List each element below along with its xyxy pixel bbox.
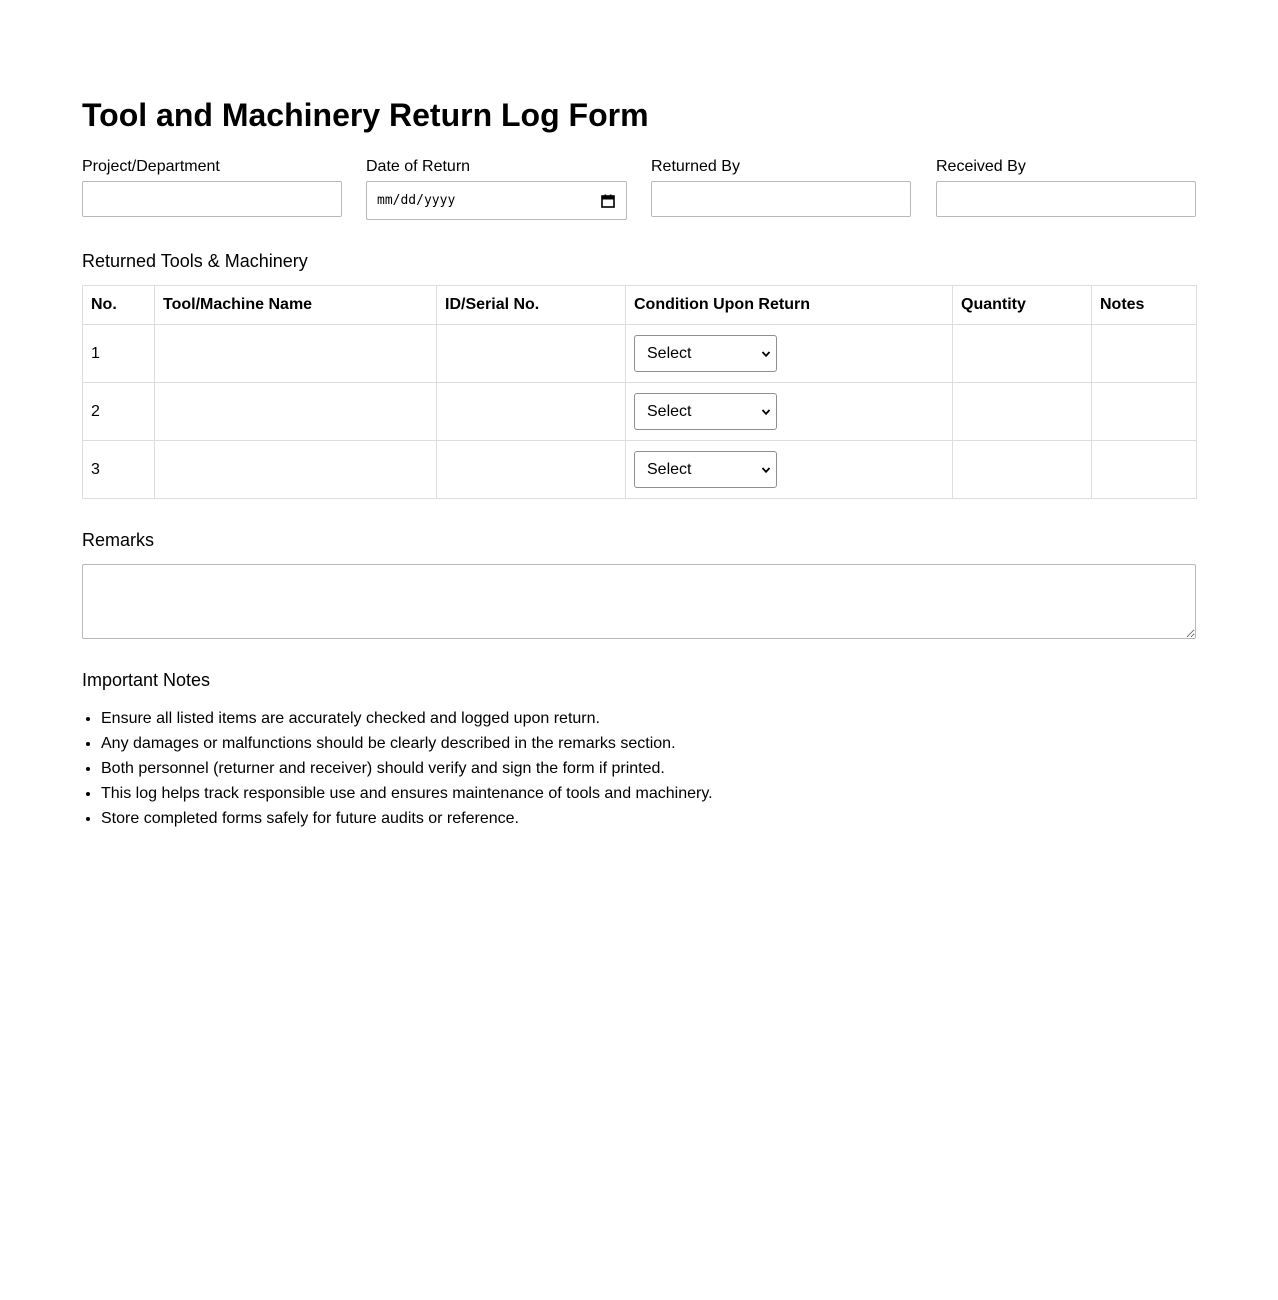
condition-select[interactable] xyxy=(634,335,777,372)
quantity-cell[interactable] xyxy=(953,441,1092,499)
quantity-cell[interactable] xyxy=(953,383,1092,441)
returned-by-input[interactable] xyxy=(651,181,911,217)
received-by-field-group xyxy=(936,158,1196,176)
important-notes-heading: Important Notes xyxy=(82,670,211,690)
condition-select-value: Select xyxy=(647,403,692,420)
return-log-form xyxy=(82,94,1196,827)
quantity-cell[interactable] xyxy=(953,325,1092,383)
column-header-name: Tool/Machine Name xyxy=(155,286,437,325)
condition-select[interactable] xyxy=(634,451,777,488)
project-department-label: Project/Department xyxy=(82,158,220,175)
list-item: • Ensure all listed items are accurately checked and logged upon return. xyxy=(101,706,713,731)
date-of-return-field-group xyxy=(366,158,626,208)
date-placeholder: mm/dd/yyyy xyxy=(377,193,456,208)
column-header-quantity: Quantity xyxy=(953,286,1092,325)
page-title: Tool and Machinery Return Log Form xyxy=(82,97,649,133)
column-header-no: No. xyxy=(83,286,155,325)
remarks-heading: Remarks xyxy=(82,530,155,550)
list-item: • Both personnel (returner and receiver) should verify and sign the form if printed. xyxy=(101,756,713,781)
tool-name-cell[interactable] xyxy=(155,325,437,383)
notes-cell[interactable] xyxy=(1092,383,1197,441)
serial-cell[interactable] xyxy=(437,383,626,441)
column-header-condition: Condition Upon Return xyxy=(626,286,953,325)
tool-name-cell[interactable] xyxy=(155,383,437,441)
condition-cell xyxy=(626,383,953,441)
row-number: 1 xyxy=(83,325,155,383)
condition-select-value: Select xyxy=(647,345,692,362)
column-header-notes: Notes xyxy=(1092,286,1197,325)
table-header-row xyxy=(83,286,1197,325)
condition-cell xyxy=(626,325,953,383)
list-item: • This log helps track responsible use and ensures maintenance of tools and machinery. xyxy=(101,781,713,806)
chevron-down-icon xyxy=(761,465,771,475)
returned-by-label: Returned By xyxy=(651,158,740,175)
notes-cell[interactable] xyxy=(1092,441,1197,499)
table-row xyxy=(83,383,1197,441)
list-item: • Store completed forms safely for future audits or reference. xyxy=(101,806,713,831)
remarks-textarea[interactable] xyxy=(82,564,1196,639)
row-number: 2 xyxy=(83,383,155,441)
returned-by-field-group xyxy=(651,158,911,176)
condition-select-value: Select xyxy=(647,461,692,478)
date-of-return-input[interactable] xyxy=(366,181,627,220)
project-department-field-group xyxy=(82,158,342,176)
date-of-return-label: Date of Return xyxy=(366,158,471,175)
returned-items-table xyxy=(82,285,1197,499)
table-row xyxy=(83,325,1197,383)
column-header-serial: ID/Serial No. xyxy=(437,286,626,325)
returned-items-heading: Returned Tools & Machinery xyxy=(82,251,308,271)
tool-name-cell[interactable] xyxy=(155,441,437,499)
header-fields xyxy=(82,158,1196,220)
notes-cell[interactable] xyxy=(1092,325,1197,383)
received-by-label: Received By xyxy=(936,158,1026,175)
list-item: • Any damages or malfunctions should be clearly described in the remarks section. xyxy=(101,731,713,756)
serial-cell[interactable] xyxy=(437,325,626,383)
table-row xyxy=(83,441,1197,499)
chevron-down-icon xyxy=(761,349,771,359)
condition-select[interactable] xyxy=(634,393,777,430)
condition-cell xyxy=(626,441,953,499)
received-by-input[interactable] xyxy=(936,181,1196,217)
chevron-down-icon xyxy=(761,407,771,417)
project-department-input[interactable] xyxy=(82,181,342,217)
calendar-icon[interactable] xyxy=(601,194,615,208)
important-notes-list xyxy=(82,706,713,831)
serial-cell[interactable] xyxy=(437,441,626,499)
row-number: 3 xyxy=(83,441,155,499)
